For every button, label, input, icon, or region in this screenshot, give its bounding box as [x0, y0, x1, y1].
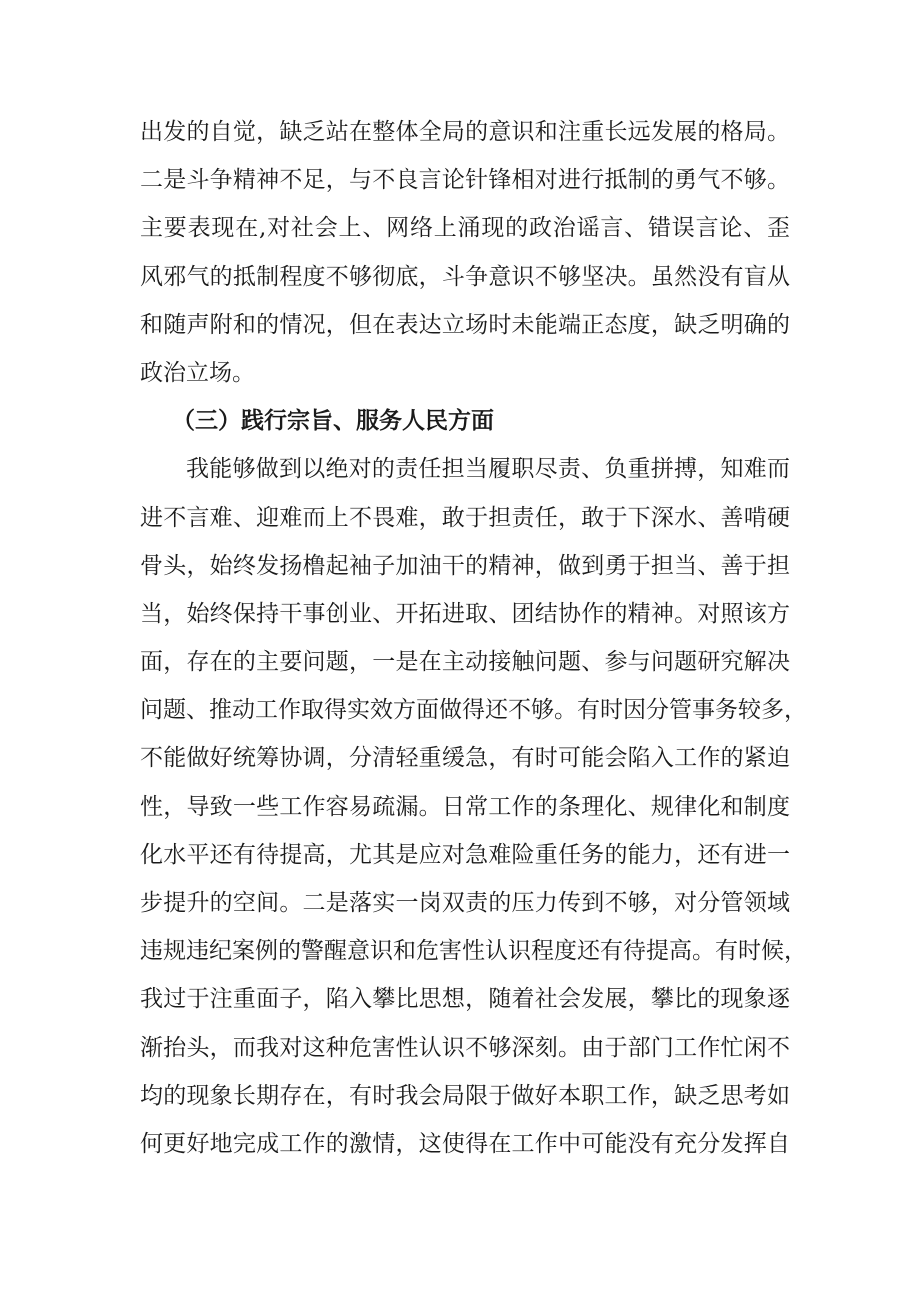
text-line: 问题、推动工作取得实效方面做得还不够。有时因分管事务较多，: [140, 697, 807, 724]
text-line: 何更好地完成工作的激情，这使得在工作中可能没有充分发挥自: [140, 1130, 790, 1157]
text-line: 性，导致一些工作容易疏漏。日常工作的条理化、规律化和制度: [140, 793, 790, 820]
text-line: 渐抬头，而我对这种危害性认识不够深刻。由于部门工作忙闲不: [140, 1034, 790, 1061]
text-line: 骨头，始终发扬橹起袖子加油干的精神，做到勇于担当、善于担: [140, 552, 790, 579]
text-line: 我过于注重面子，陷入攀比思想，随着社会发展，攀比的现象逐: [140, 986, 790, 1013]
body-text: [140, 108, 807, 1168]
text-line: 化水平还有待提高，尤其是应对急难险重任务的能力，还有进一: [140, 841, 790, 868]
text-line: 主要表现在,对社会上、网络上涌现的政治谣言、错误言论、歪: [140, 215, 790, 242]
text-line: 我能够做到以绝对的责任担当履职尽责、负重拼搏，知难而: [186, 456, 790, 483]
text-line: 风邪气的抵制程度不够彻底，斗争意识不够坚决。虽然没有盲从: [140, 263, 790, 290]
text-line: 违规违纪案例的警醒意识和危害性认识程度还有待提高。有时候，: [140, 938, 807, 965]
text-line: 二是斗争精神不足，与不良言论针锋相对进行抵制的勇气不够。: [140, 167, 790, 194]
text-line: 进不言难、迎难而上不畏难，敢于担责任，敢于下深水、善啃硬: [140, 504, 790, 531]
text-line: 当，始终保持干事创业、开拓进取、团结协作的精神。对照该方: [140, 600, 790, 627]
text-line: 不能做好统筹协调，分清轻重缓急，有时可能会陷入工作的紧迫: [140, 745, 790, 772]
text-line: 和随声附和的情况，但在表达立场时未能端正态度，缺乏明确的: [140, 311, 790, 338]
text-line: 面，存在的主要问题，一是在主动接触问题、参与问题研究解决: [140, 649, 790, 676]
text-line: 出发的自觉，缺乏站在整体全局的意识和注重长远发展的格局。: [140, 119, 790, 145]
text-line: 政治立场。: [140, 359, 255, 386]
text-line: 均的现象长期存在，有时我会局限于做好本职工作，缺乏思考如: [140, 1082, 790, 1109]
text-line: 步提升的空间。二是落实一岗双责的压力传到不够，对分管领域: [140, 890, 790, 916]
section-heading: （三）践行宗旨、服务人民方面: [172, 408, 494, 435]
